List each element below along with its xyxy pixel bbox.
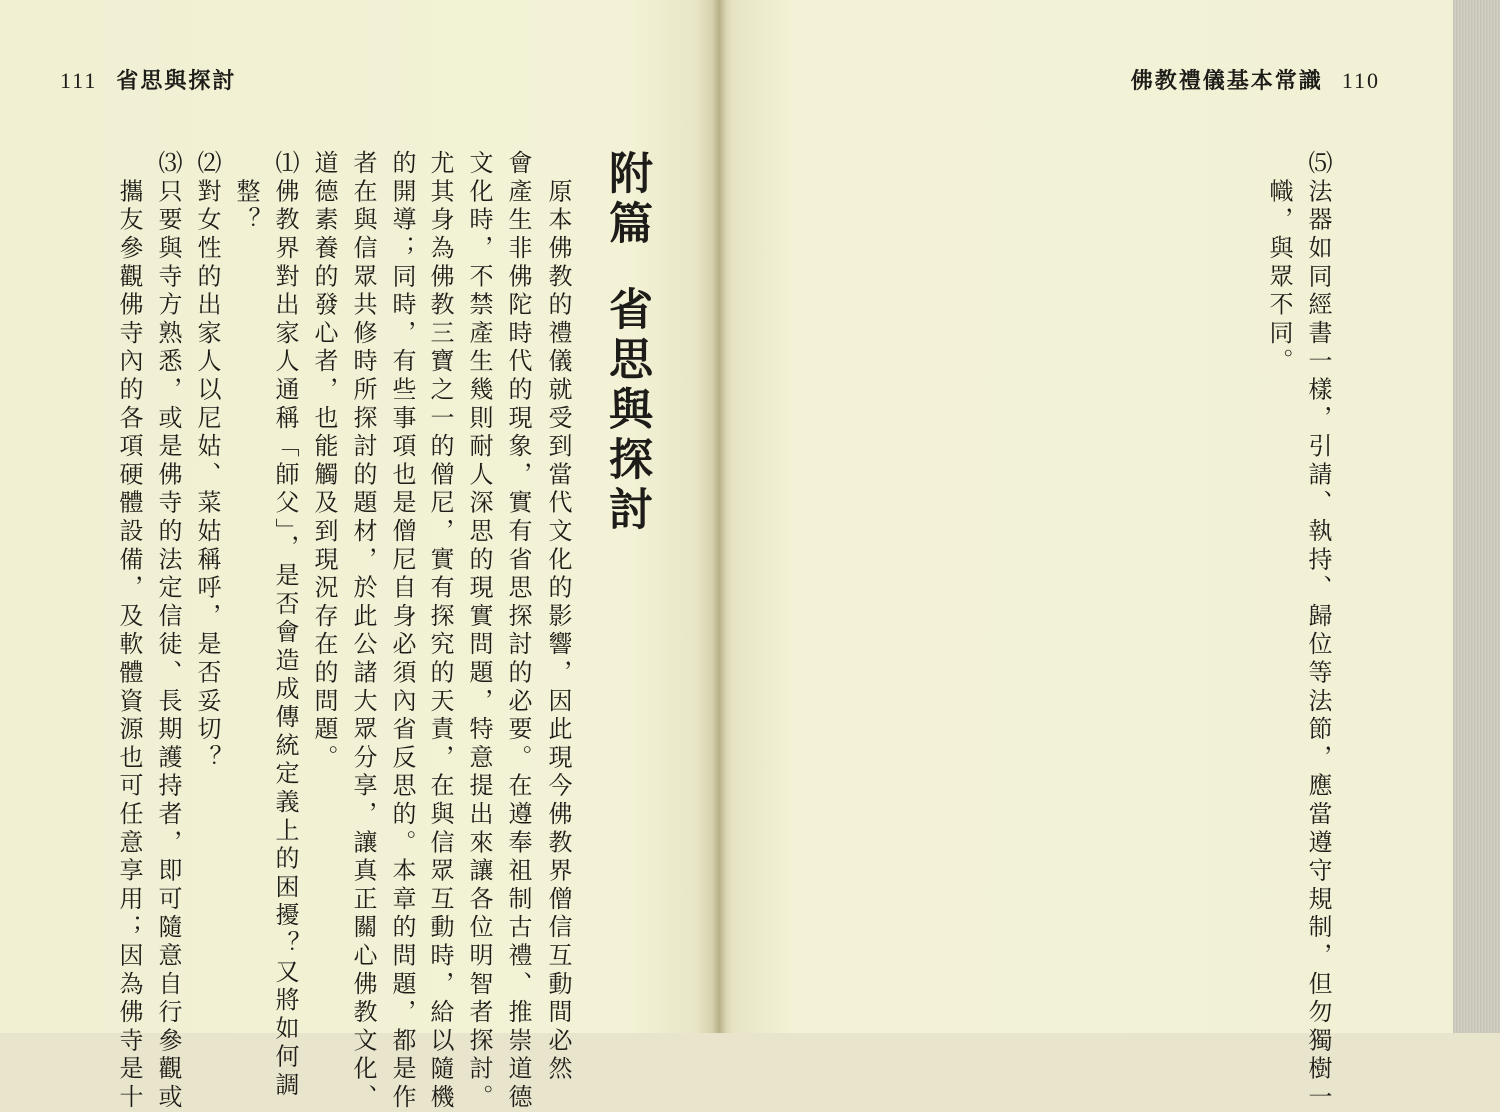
chapter-title [600,150,652,536]
right-page [718,0,1453,1033]
right-text-column: 幟，與眾不同。 [1265,150,1293,377]
chapter-label: 附篇 [601,150,652,250]
left-text-column: 道德素養的發心者，也能觸及到現況存在的問題。 [310,150,338,773]
right-page-header [1121,64,1380,95]
left-question-item: ⑴佛教界對出家人通稱「師父」，是否會造成傳統定義上的困擾？又將如何調 [271,150,299,1101]
left-text-column: 原本佛教的禮儀就受到當代文化的影響，因此現今佛教界僧信互動間必然 [544,150,572,1084]
left-question-continuation: 整？ [232,150,260,235]
left-text-column: 會產生非佛陀時代的現象，實有省思探討的必要。在遵奉祖制古禮、推崇道德 [504,150,532,1112]
left-text-column: 文化時，不禁產生幾則耐人深思的現實問題，特意提出來讓各位明智者探討。 [465,150,493,1112]
left-page-number: 111 [60,68,98,93]
book-gutter [712,0,726,1033]
right-text-column: ⑸法器如同經書一樣，引請、執持、歸位等法節，應當遵守規制，但勿獨樹一 [1304,150,1332,1112]
left-text-column: 者在與信眾共修時所探討的題材，於此公諸大眾分享，讓真正關心佛教文化、 [349,150,377,1112]
left-text-column: 尤其身為佛教三寶之一的僧尼，實有探究的天責，在與信眾互動時，給以隨機 [426,150,454,1112]
left-text-column: 的開導；同時，有些事項也是僧尼自身必須內省反思的。本章的問題，都是作 [388,150,416,1112]
left-running-title: 省思與探討 [116,68,237,94]
right-page-number: 110 [1341,68,1380,93]
left-question-continuation: 攜友參觀佛寺內的各項硬體設備，及軟體資源也可任意享用；因為佛寺是十 [115,150,143,1112]
chapter-title-text: 省思與探討 [601,286,652,536]
left-question-item: ⑵對女性的出家人以尼姑、菜姑稱呼，是否妥切？ [193,150,221,773]
left-question-item: ⑶只要與寺方熟悉，或是佛寺的法定信徒、長期護持者，即可隨意自行參觀或 [154,150,182,1112]
right-running-title: 佛教禮儀基本常識 [1130,68,1323,94]
page-edge-stack [1453,0,1500,1033]
left-page-header [60,64,246,95]
